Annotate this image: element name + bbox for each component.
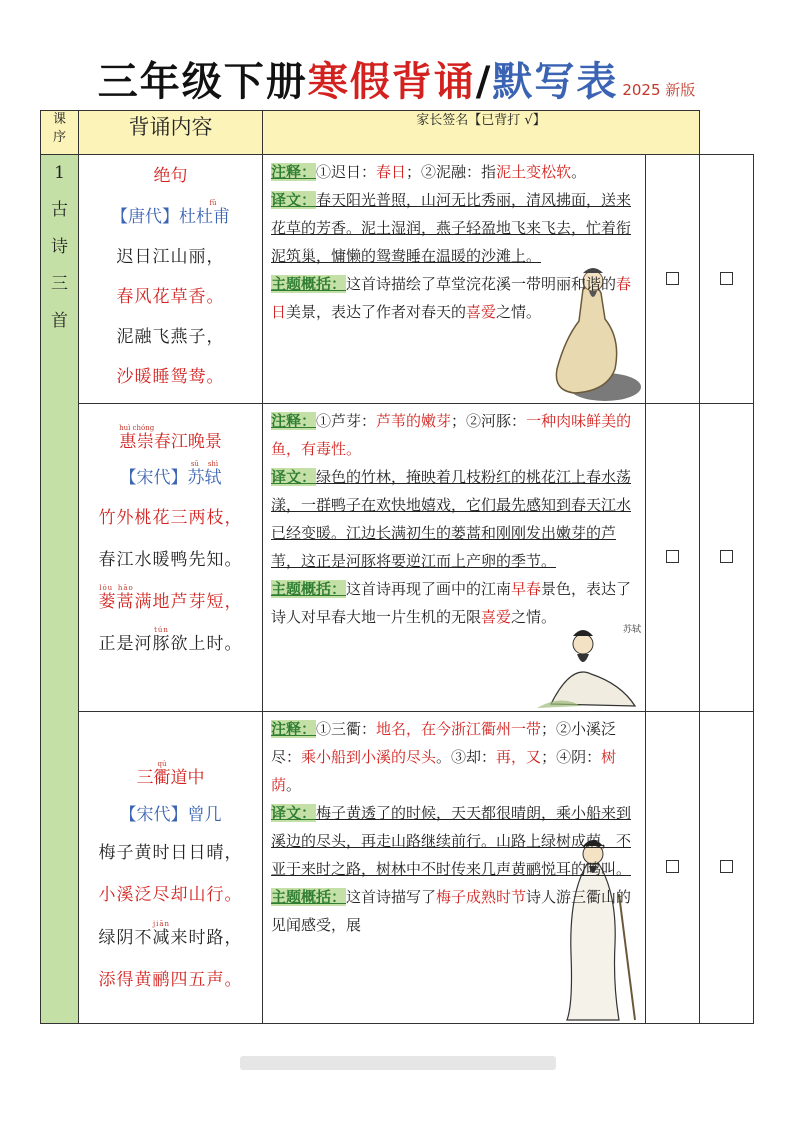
trans-text: 梅子黄透了的时候，天天都很晴朗，乘小船来到溪边的尽头，再走山路继续前行。山路上绿树成荫，不亚于来时之路，树林中不时传来几声黄鹂悦耳的鸣叫。 <box>271 804 632 878</box>
poem-line: 蒌蒿lóu hāo满地芦芽短， <box>98 584 243 612</box>
page-title <box>0 50 793 107</box>
poem-line: 小溪泛尽却山行。 <box>98 885 243 905</box>
theme-label: 主题概括： <box>271 275 347 293</box>
trans-text: 绿色的竹林，掩映着几枝粉红的桃花江上春水荡漾，一群鸭子在欢快地嬉戏，它们最先感知到春天江水已经变暖。江边长满初生的蒌蒿和刚刚发出嫩芽的芦苇，这正是河豚将要逆江而上产卵的季节。 <box>271 468 632 570</box>
footer-bar <box>240 1056 556 1070</box>
poem-line: 泥融飞燕子， <box>116 327 225 347</box>
poem-line: 春风花草香。 <box>116 287 225 307</box>
theme-label: 主题概括： <box>271 580 347 598</box>
poem-line: 迟日江山丽， <box>116 247 225 267</box>
title-part2: 寒假背诵 <box>307 59 476 105</box>
title-sep: / <box>475 59 493 105</box>
trans-label: 译文： <box>271 804 317 822</box>
sign-checkbox[interactable] <box>700 155 754 404</box>
sign-checkbox[interactable] <box>700 712 754 1024</box>
trans-label: 译文： <box>271 468 317 486</box>
poem-author: 曾几 <box>187 805 222 825</box>
poem-row-3 <box>41 712 754 1024</box>
title-part1: 三年级下册 <box>97 59 308 105</box>
header-content: 背诵内容 <box>79 111 263 155</box>
theme-label: 主题概括： <box>271 888 347 906</box>
poem-line: 沙暖睡鸳鸯。 <box>116 367 225 387</box>
art-caption: 苏轼 <box>623 625 642 635</box>
poem-text-3 <box>79 712 263 1024</box>
header-lesson: 课序 <box>41 111 79 155</box>
poem-row-2 <box>41 404 754 712</box>
poem-dynasty: 【宋代】 <box>119 468 188 488</box>
trans-text: 春天阳光普照，山河无比秀丽，清风拂面，送来花草的芳香。泥土湿润，燕子轻盈地飞来飞去，忙着衔泥筑巢，慵懒的鸳鸯睡在温暖的沙滩上。 <box>271 191 632 265</box>
title-edition: 2025 新版 <box>622 81 696 99</box>
notes-text: ①三衢：地名，在今浙江衢州一带；②小溪泛尽：乘小船到小溪的尽头。③却：再，又；④阴：树荫。 <box>271 720 617 794</box>
poem-dynasty: 【唐代】 <box>111 207 179 227</box>
trans-label: 译文： <box>271 191 317 209</box>
poem-author: 苏轼sū shì <box>187 460 222 488</box>
side-label: 1 古 诗 三 首 <box>41 155 79 1024</box>
header-sign: 家长签名【已背打 √】 <box>263 111 700 155</box>
poem-text-1 <box>79 155 263 404</box>
theme-text: 这首诗再现了画中的江南早春景色，表达了诗人对早春大地一片生机的无限喜爱之情。 <box>271 580 632 626</box>
poem-title: 三衢qú道中 <box>136 760 205 788</box>
poem-author: 杜杜甫fǔ <box>179 199 230 227</box>
notes-text: ①芦芽：芦苇的嫩芽；②河豚：一种肉味鲜美的鱼，有毒性。 <box>271 412 632 458</box>
sign-checkbox[interactable] <box>700 404 754 712</box>
recitation-table <box>40 110 754 1024</box>
poem-text-2 <box>79 404 263 712</box>
poem-title: 绝句 <box>153 166 188 186</box>
sign-checkbox[interactable] <box>646 404 700 712</box>
poem-row-1 <box>41 155 754 404</box>
poem-notes-2 <box>263 404 646 712</box>
theme-text: 这首诗描绘了草堂浣花溪一带明丽和谐的春日美景，表达了作者对春天的喜爱之情。 <box>271 275 632 321</box>
notes-label: 注释： <box>271 720 317 738</box>
poem-line: 添得黄鹂四五声。 <box>98 970 243 990</box>
theme-text: 这首诗描写了梅子成熟时节诗人游三衢山的见闻感受，展 <box>271 888 632 934</box>
poem-line: 春江水暖鸭先知。 <box>98 550 243 570</box>
poem-line: 竹外桃花三两枝， <box>98 508 243 528</box>
poem-dynasty: 【宋代】 <box>119 805 188 825</box>
notes-label: 注释： <box>271 412 317 430</box>
poem-line: 绿阴不减jiān来时路， <box>98 920 243 948</box>
poem-title: 惠崇huì chóng春江晚景 <box>119 424 222 452</box>
poem-notes-3 <box>263 712 646 1024</box>
poem-line: 梅子黄时日日晴， <box>98 843 243 863</box>
notes-label: 注释： <box>271 163 317 181</box>
notes-text: ①迟日：春日；②泥融：指泥土变松软。 <box>316 163 587 181</box>
title-part3: 默写表 <box>492 59 619 105</box>
poem-line: 正是河豚tún欲上时。 <box>98 626 243 654</box>
poem-notes-1 <box>263 155 646 404</box>
sign-checkbox[interactable] <box>646 712 700 1024</box>
header-row <box>41 111 754 155</box>
sign-checkbox[interactable] <box>646 155 700 404</box>
